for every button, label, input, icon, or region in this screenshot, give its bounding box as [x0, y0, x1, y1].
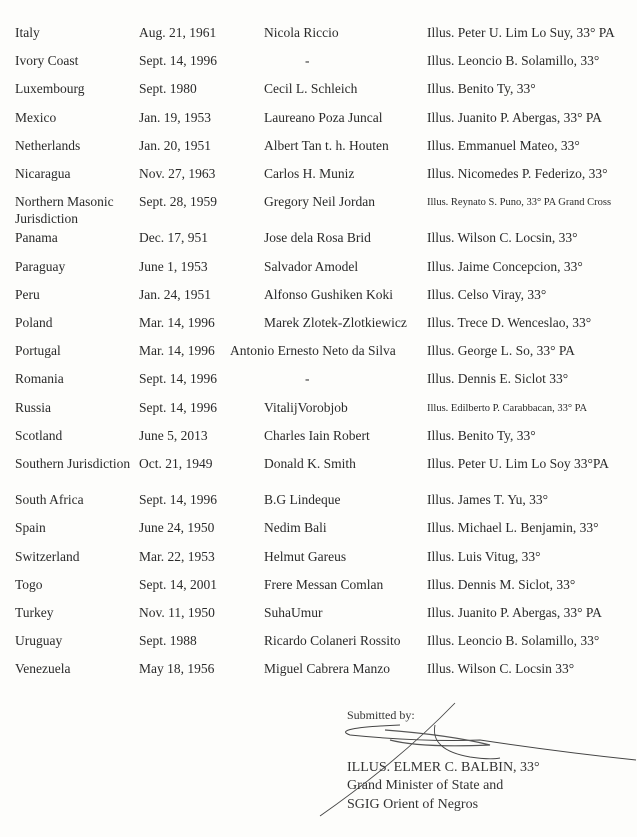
table-row [0, 286, 637, 306]
table-row [0, 52, 637, 72]
date-cell: Sept. 14, 1996 [139, 53, 218, 69]
date-cell: Sept. 14, 1996 [139, 399, 218, 415]
country-cell: Northern Masonic Jurisdiction [15, 194, 114, 227]
submitted-by-label: Submitted by: [347, 708, 415, 722]
table-row [0, 24, 637, 44]
founder-cell: Salvador Amodel [264, 258, 359, 274]
country-cell: Paraguay [15, 258, 66, 274]
founder-cell: B.G Lindeque [264, 492, 341, 508]
representative-cell: Illus. Juanito P. Abergas, 33° PA [427, 109, 602, 125]
representative-cell: Illus. Peter U. Lim Lo Soy 33°PA [427, 456, 609, 471]
representative-cell: Illus. Dennis M. Siclot, 33° [427, 576, 576, 592]
date-cell: May 18, 1956 [139, 661, 215, 677]
table-row [0, 519, 637, 539]
table-row [0, 604, 637, 624]
representative-cell: Illus. Wilson C. Locsin, 33° [427, 230, 578, 246]
founder-cell: Nedim Bali [264, 520, 327, 536]
date-cell: June 1, 1953 [139, 258, 208, 274]
date-cell: June 5, 2013 [139, 427, 208, 443]
date-cell: Nov. 11, 1950 [139, 605, 215, 620]
representative-cell: Illus. Dennis E. Siclot 33° [427, 371, 569, 387]
date-cell: Oct. 21, 1949 [139, 456, 213, 471]
founder-cell: Gregory Neil Jordan [264, 194, 375, 210]
date-cell: Sept. 14, 1996 [139, 492, 218, 508]
founder-cell: Jose dela Rosa Brid [264, 230, 371, 246]
table-row [0, 193, 637, 227]
founder-cell: Cecil L. Schleich [264, 81, 358, 97]
date-cell: Nov. 27, 1963 [139, 166, 216, 181]
representative-cell: Illus. Jaime Concepcion, 33° [427, 258, 583, 274]
founder-cell: - [305, 53, 310, 69]
country-cell: Spain [15, 520, 46, 536]
date-cell: Aug. 21, 1961 [139, 25, 217, 40]
table-row [0, 427, 637, 447]
country-cell: Peru [15, 286, 40, 302]
table-row [0, 80, 637, 100]
founder-cell: Antonio Ernesto Neto da Silva [230, 343, 396, 359]
date-cell: Sept. 1988 [139, 633, 197, 649]
founder-cell: Helmut Gareus [264, 548, 347, 564]
country-cell: Luxembourg [15, 81, 85, 97]
country-cell: Scotland [15, 427, 63, 443]
date-cell: Mar. 14, 1996 [139, 343, 215, 359]
founder-cell: Nicola Riccio [264, 25, 339, 40]
country-cell: Southern Jurisdiction [15, 456, 131, 471]
table-row [0, 137, 637, 157]
country-cell: Russia [15, 399, 52, 415]
founder-cell: Alfonso Gushiken Koki [264, 286, 393, 302]
table-row [0, 342, 637, 362]
country-cell: Togo [15, 576, 43, 592]
table-row [0, 548, 637, 568]
date-cell: Sept. 28, 1959 [139, 194, 218, 210]
table-row [0, 399, 637, 419]
table-row [0, 632, 637, 652]
date-cell: Jan. 19, 1953 [139, 109, 211, 125]
founder-cell: Charles Iain Robert [264, 427, 370, 443]
representative-cell: Illus. Leoncio B. Solamillo, 33° [427, 53, 600, 69]
table-row [0, 314, 637, 334]
date-cell: Mar. 22, 1953 [139, 548, 215, 564]
representative-cell: Illus. Celso Viray, 33° [427, 286, 547, 302]
country-cell: Ivory Coast [15, 53, 79, 69]
signatory-name: ILLUS. ELMER C. BALBIN, 33° [347, 760, 540, 775]
date-cell: Mar. 14, 1996 [139, 315, 215, 330]
country-cell: Mexico [15, 109, 57, 125]
representative-cell: Illus. Benito Ty, 33° [427, 81, 536, 97]
signatory-orient: SGIG Orient of Negros [347, 797, 479, 812]
founder-cell: Marek Zlotek-Zlotkiewicz [264, 315, 407, 330]
founder-cell: SuhaUmur [264, 605, 323, 620]
representative-cell: Illus. Leoncio B. Solamillo, 33° [427, 633, 600, 649]
date-cell: Sept. 14, 2001 [139, 576, 218, 592]
founder-cell: Donald K. Smith [264, 456, 356, 471]
country-cell: Romania [15, 371, 64, 387]
representative-cell: Illus. Trece D. Wenceslao, 33° [427, 315, 592, 330]
representative-cell: Illus. Reynato S. Puno, 33° PA Grand Cross [427, 197, 612, 209]
founder-cell: VitalijVorobjob [264, 399, 348, 415]
representative-cell: Illus. Luis Vitug, 33° [427, 548, 541, 564]
country-cell: Panama [15, 230, 58, 246]
country-cell: South Africa [15, 492, 84, 508]
country-cell: Netherlands [15, 137, 81, 153]
representative-cell: Illus. Wilson C. Locsin 33° [427, 661, 575, 677]
representative-cell: Illus. James T. Yu, 33° [427, 492, 549, 508]
country-cell: Italy [15, 25, 40, 40]
representative-cell: Illus. George L. So, 33° PA [427, 343, 575, 359]
table-row [0, 258, 637, 278]
founder-cell: Laureano Poza Juncal [264, 109, 383, 125]
date-cell: Jan. 24, 1951 [139, 286, 211, 302]
founder-cell: Miguel Cabrera Manzo [264, 661, 390, 677]
table-row [0, 576, 637, 596]
table-row [0, 165, 637, 185]
representative-cell: Illus. Nicomedes P. Federizo, 33° [427, 166, 608, 181]
founder-cell: Albert Tan t. h. Houten [264, 137, 389, 153]
signatory-title: Grand Minister of State and [347, 778, 504, 793]
table-row [0, 491, 637, 511]
date-cell: Dec. 17, 951 [139, 230, 208, 246]
country-cell: Portugal [15, 343, 61, 359]
founder-cell: - [305, 371, 310, 387]
country-cell: Uruguay [15, 633, 63, 649]
representative-cell: Illus. Edilberto P. Carabbacan, 33° PA [427, 402, 588, 414]
representative-cell: Illus. Peter U. Lim Lo Suy, 33° PA [427, 25, 615, 40]
founder-cell: Frere Messan Comlan [264, 576, 384, 592]
table-row [0, 109, 637, 129]
date-cell: Sept. 1980 [139, 81, 197, 97]
date-cell: Jan. 20, 1951 [139, 137, 211, 153]
founder-cell: Carlos H. Muniz [264, 166, 355, 181]
representative-cell: Illus. Juanito P. Abergas, 33° PA [427, 605, 602, 620]
date-cell: June 24, 1950 [139, 520, 215, 536]
representative-cell: Illus. Emmanuel Mateo, 33° [427, 137, 580, 153]
table-row [0, 229, 637, 249]
representative-cell: Illus. Michael L. Benjamin, 33° [427, 520, 599, 536]
table-row [0, 370, 637, 390]
representative-cell: Illus. Benito Ty, 33° [427, 427, 536, 443]
country-cell: Switzerland [15, 548, 80, 564]
country-cell: Poland [15, 315, 53, 330]
date-cell: Sept. 14, 1996 [139, 371, 218, 387]
country-cell: Venezuela [15, 661, 71, 677]
country-cell: Turkey [15, 605, 54, 620]
table-row [0, 455, 637, 475]
country-cell: Nicaragua [15, 166, 71, 181]
table-row [0, 660, 637, 680]
founder-cell: Ricardo Colaneri Rossito [264, 633, 401, 649]
